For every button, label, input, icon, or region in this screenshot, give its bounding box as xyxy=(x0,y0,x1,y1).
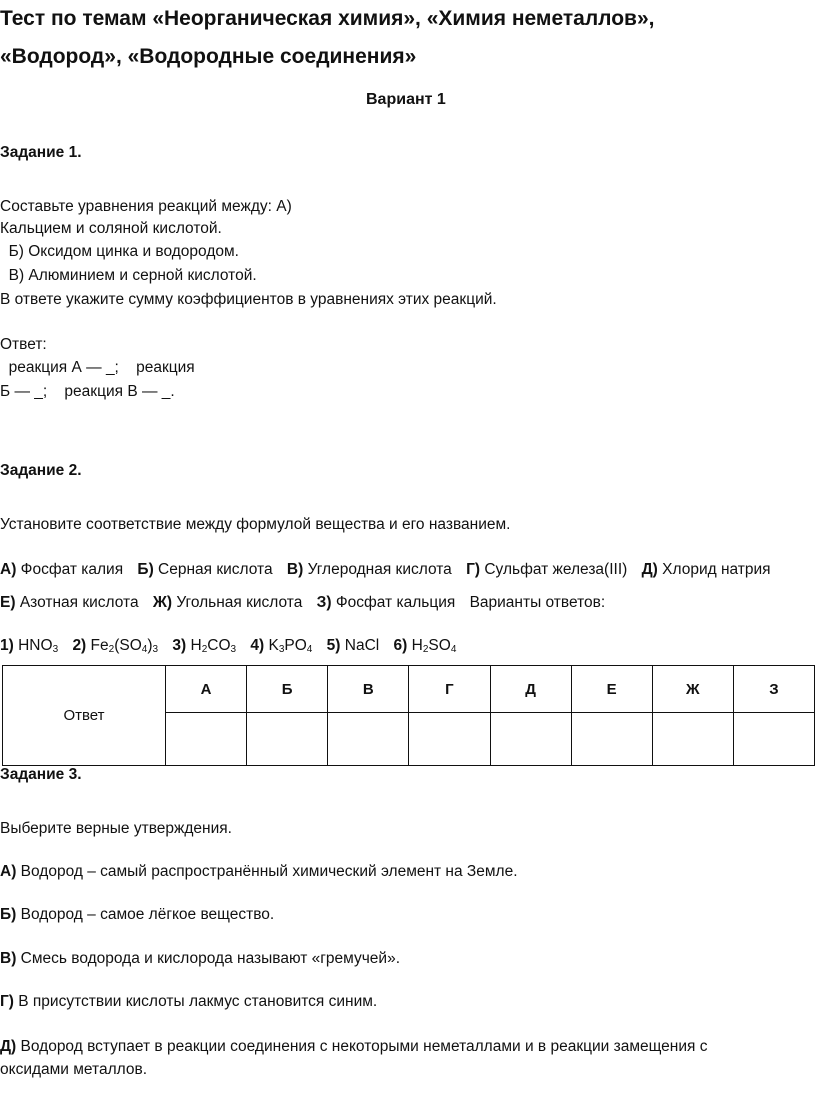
statement-letter: Б) xyxy=(0,906,17,923)
statement-text: Смесь водорода и кислорода называют «гремучей». xyxy=(20,950,401,967)
variant-heading: Вариант 1 xyxy=(366,91,446,108)
answer-cell[interactable] xyxy=(409,713,490,766)
statement xyxy=(0,949,400,969)
statement-letter: Д) xyxy=(0,1038,17,1055)
task2-names-row-2 xyxy=(0,593,605,613)
task2-heading: Задание 2. xyxy=(0,462,82,479)
column-header: Г xyxy=(409,666,490,713)
statement-text: Водород вступает в реакции соединения с некоторыми неметаллами и в реакции замещения с xyxy=(20,1038,708,1055)
formula-number: 6) xyxy=(393,637,408,654)
formula-number: 2) xyxy=(72,637,87,654)
task3-heading: Задание 3. xyxy=(0,766,82,783)
formula-1: $HNO_3$ xyxy=(18,637,59,655)
statement-text: Водород – самое лёгкое вещество. xyxy=(20,906,275,923)
option-letter: А) xyxy=(0,561,17,578)
option-text: Серная кислота xyxy=(158,561,273,578)
option-letter: Ж) xyxy=(152,594,173,611)
statement xyxy=(0,862,518,882)
option-letter: Е) xyxy=(0,594,16,611)
answer-table xyxy=(2,665,815,766)
formula-number: 1) xyxy=(0,637,14,654)
statement-continuation: оксидами металлов. xyxy=(0,1061,148,1078)
option-letter: Д) xyxy=(641,561,658,578)
option-letter: З) xyxy=(316,594,332,611)
task1-answer-line: Б — _; реакция В — _. xyxy=(0,383,175,400)
answer-cell[interactable] xyxy=(571,713,652,766)
option-text: Углеродная кислота xyxy=(307,561,452,578)
task1-line: В) Алюминием и серной кислотой. xyxy=(0,267,257,284)
task1-answer-line: реакция А — _; реакция xyxy=(0,359,195,376)
task1-line: Кальцием и соляной кислотой. xyxy=(0,220,222,237)
statement xyxy=(0,1037,707,1057)
option-text: Сульфат железа(III) xyxy=(484,561,628,578)
task3-instruction: Выберите верные утверждения. xyxy=(0,820,232,837)
task1-line: Составьте уравнения реакций между: А) xyxy=(0,198,292,215)
task1-answer-label: Ответ: xyxy=(0,336,47,353)
statement xyxy=(0,905,274,925)
variants-label: Варианты ответов: xyxy=(469,594,606,611)
column-header: Д xyxy=(490,666,571,713)
statement-text: В присутствии кислоты лакмус становится синим. xyxy=(18,993,378,1010)
formula-3: $H_2CO_3$ xyxy=(190,637,237,655)
formula-number: 3) xyxy=(172,637,187,654)
formula-5: NaCl xyxy=(344,637,380,654)
statement xyxy=(0,992,377,1012)
formula-4: $K_3PO_4$ xyxy=(268,637,313,655)
answer-cell[interactable] xyxy=(166,713,247,766)
page-title-line-1: Тест по темам «Неорганическая химия», «Химия неметаллов», xyxy=(0,7,655,30)
statement-letter: Г) xyxy=(0,993,14,1010)
task2-names-row-1 xyxy=(0,560,771,580)
formula-2: $Fe_2(SO_4)_3$ xyxy=(90,637,159,655)
answer-cell[interactable] xyxy=(247,713,328,766)
task2-instruction: Установите соответствие между формулой вещества и его названием. xyxy=(0,516,511,533)
answer-cell[interactable] xyxy=(328,713,409,766)
option-text: Фосфат кальция xyxy=(335,594,456,611)
task1-heading: Задание 1. xyxy=(0,144,82,161)
answer-row-label: Ответ xyxy=(3,666,166,766)
column-header: Е xyxy=(571,666,652,713)
option-letter: Б) xyxy=(137,561,154,578)
option-letter: В) xyxy=(286,561,304,578)
formula-number: 4) xyxy=(250,637,265,654)
option-text: Хлорид натрия xyxy=(662,561,771,578)
answer-cell[interactable] xyxy=(652,713,733,766)
column-header: Ж xyxy=(652,666,733,713)
column-header: А xyxy=(166,666,247,713)
page-title-line-2: «Водород», «Водородные соединения» xyxy=(0,45,417,68)
task2-formulas xyxy=(0,636,456,656)
answer-cell[interactable] xyxy=(733,713,814,766)
option-text: Фосфат калия xyxy=(20,561,124,578)
option-text: Угольная кислота xyxy=(176,594,303,611)
task1-line: В ответе укажите сумму коэффициентов в уравнениях этих реакций. xyxy=(0,291,497,308)
statement-letter: А) xyxy=(0,863,17,880)
option-letter: Г) xyxy=(466,561,481,578)
formula-number: 5) xyxy=(326,637,341,654)
column-header: Б xyxy=(247,666,328,713)
answer-cell[interactable] xyxy=(490,713,571,766)
option-text: Азотная кислота xyxy=(19,594,139,611)
formula-6: $H_2SO_4$ xyxy=(411,637,457,655)
column-header: З xyxy=(733,666,814,713)
task1-line: Б) Оксидом цинка и водородом. xyxy=(0,243,239,260)
column-header: В xyxy=(328,666,409,713)
statement-letter: В) xyxy=(0,950,17,967)
statement-text: Водород – самый распространённый химический элемент на Земле. xyxy=(20,863,518,880)
